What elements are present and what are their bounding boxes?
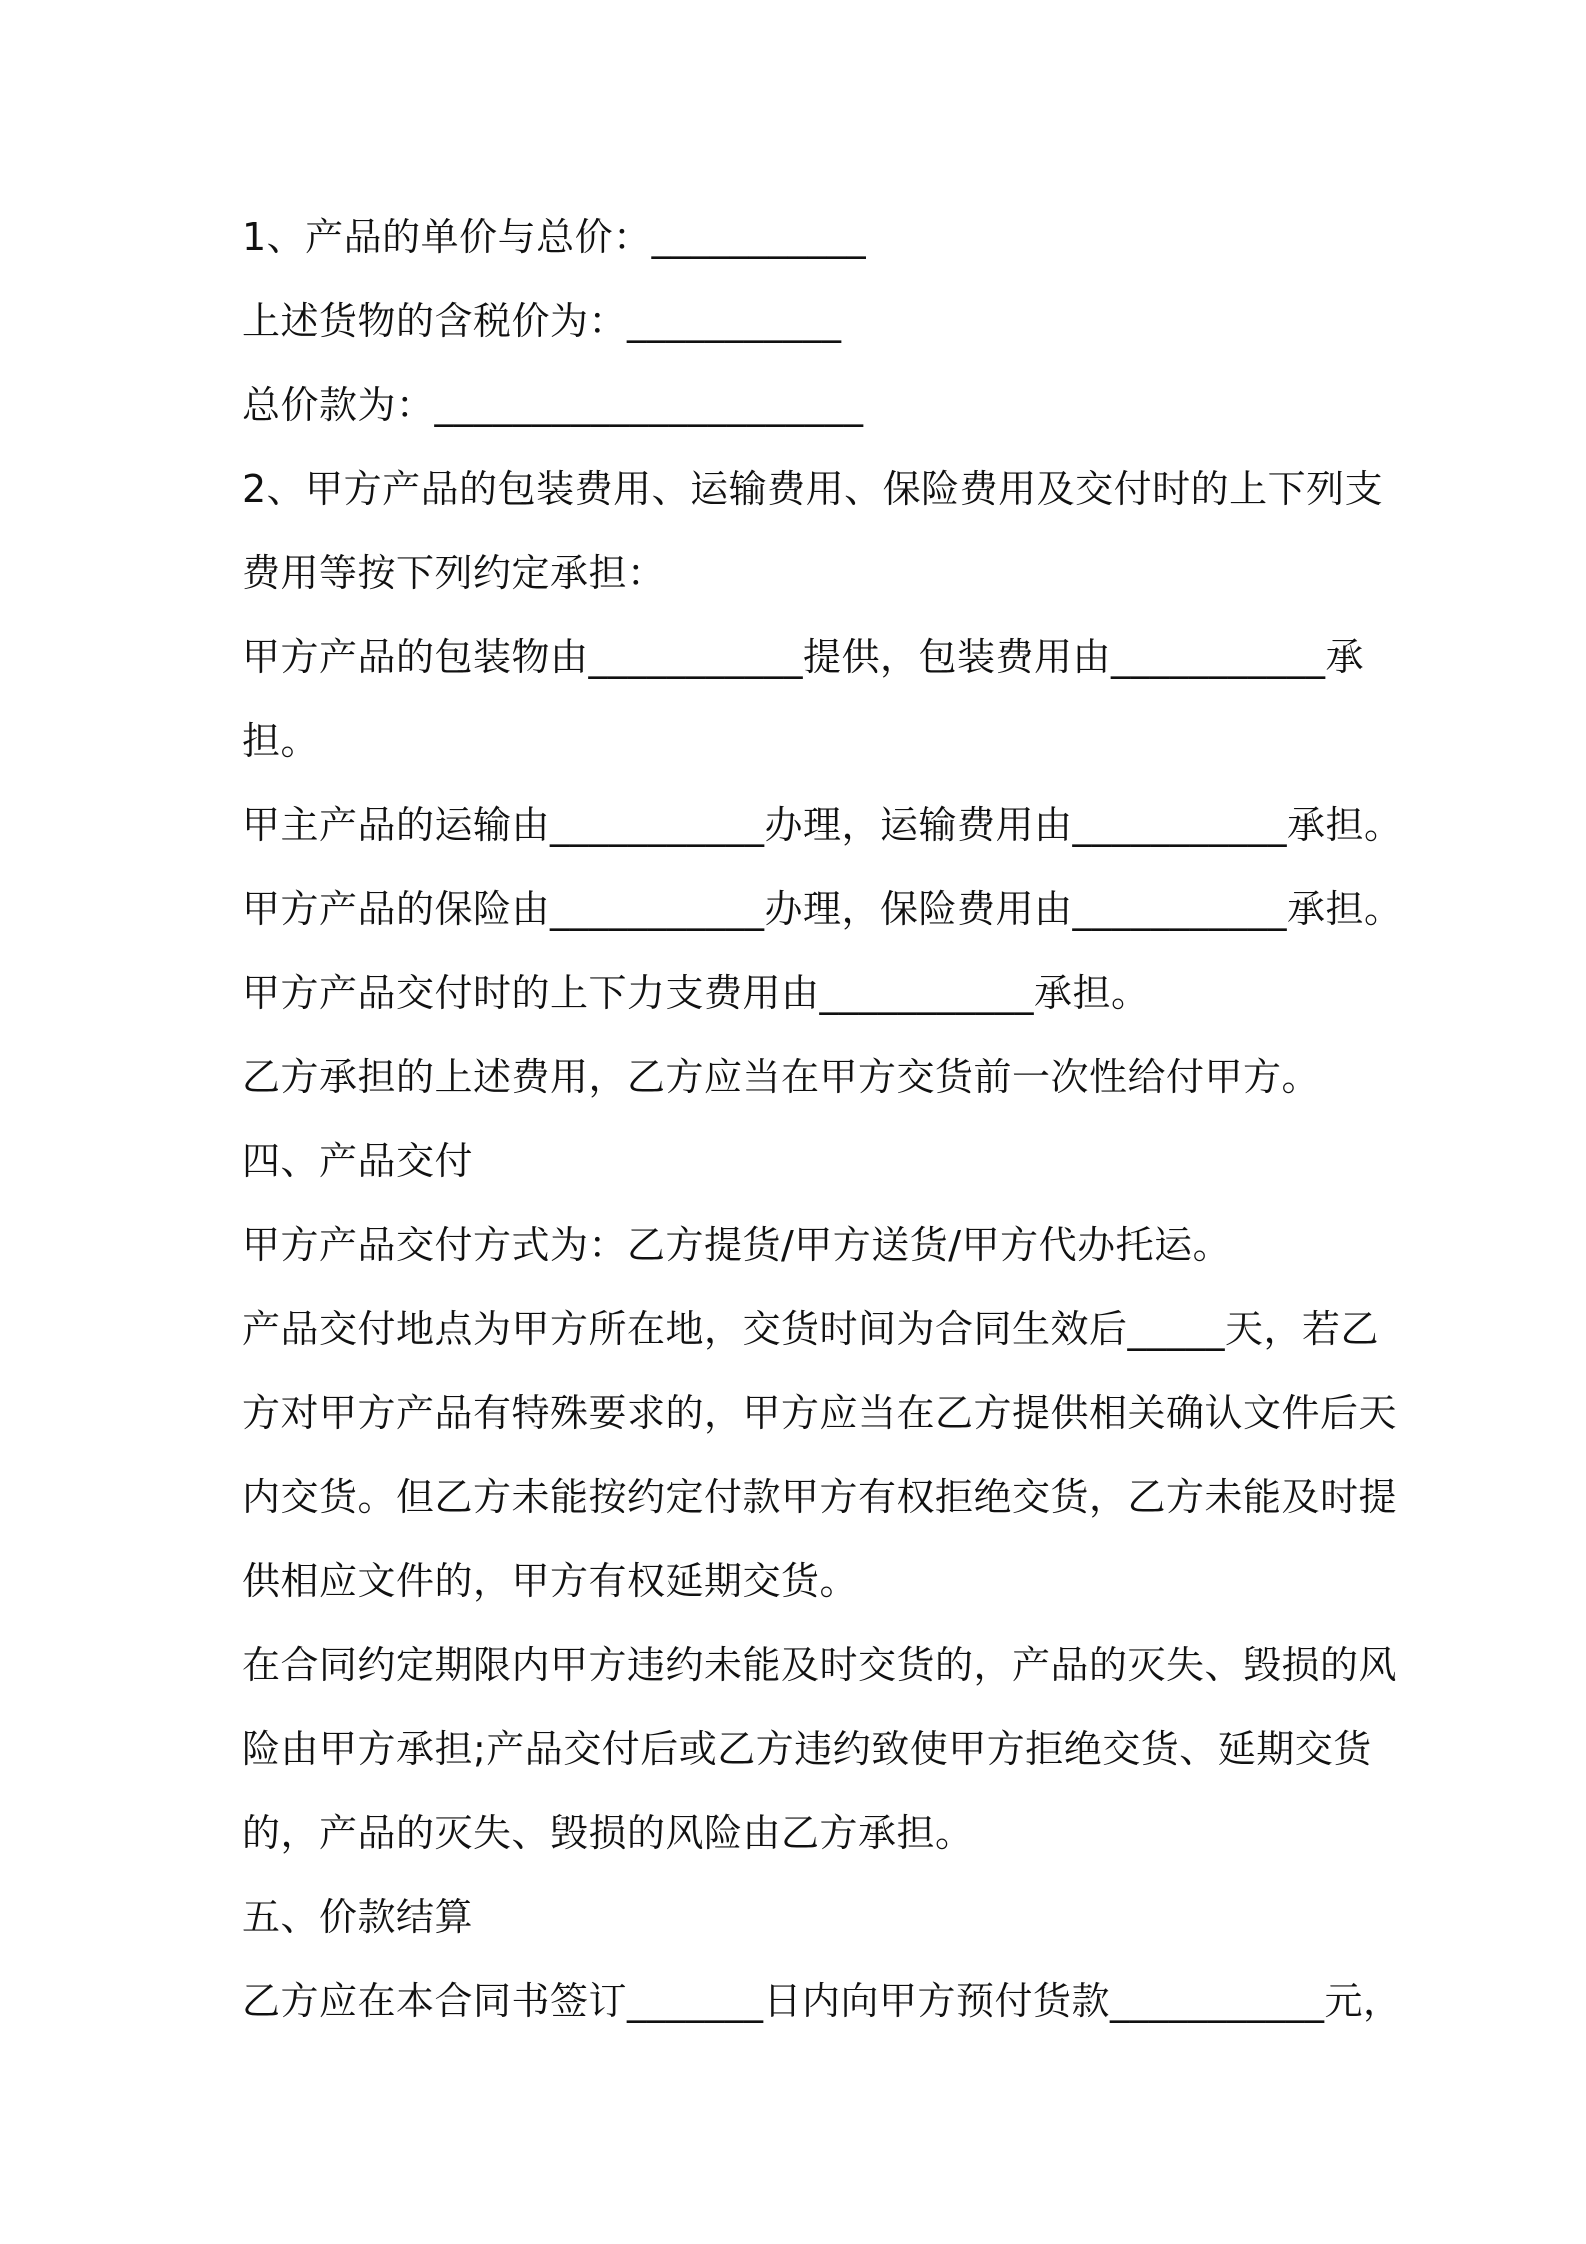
total-price-line: 总价款为：______________________ [242,383,864,427]
document-body [242,195,1403,2043]
delivery-location-line: 产品交付地点为甲方所在地，交货时间为合同生效后_____天，若乙 [242,1307,1380,1351]
delivery-method-line: 甲方产品交付方式为：乙方提货/甲方送货/甲方代办托运。 [242,1223,1232,1267]
packaging-line-cont: 担。 [242,719,320,763]
section-four-heading: 四、产品交付 [242,1139,474,1183]
insurance-line: 甲方产品的保险由___________办理，保险费用由___________承担。 [242,887,1403,931]
delivery-location-line-4: 供相应文件的，甲方有权延期交货。 [242,1559,859,1603]
clause-costs-heading: 2、甲方产品的包装费用、运输费用、保险费用及交付时的上下列支 [242,467,1384,511]
prepayment-line: 乙方应在本合同书签订_______日内向甲方预付货款___________元， [242,1979,1402,2023]
section-five-heading: 五、价款结算 [242,1895,474,1939]
risk-line-3: 的，产品的灭失、毁损的风险由乙方承担。 [242,1811,974,1855]
clause-price-heading: 1、产品的单价与总价：___________ [242,215,867,259]
risk-line-2: 险由甲方承担;产品交付后或乙方违约致使甲方拒绝交货、延期交货 [242,1727,1372,1771]
delivery-location-line-3: 内交货。但乙方未能按约定付款甲方有权拒绝交货，乙方未能及时提 [242,1475,1398,1519]
delivery-costs-line: 甲方产品交付时的上下力支费用由___________承担。 [242,971,1150,1015]
transport-line: 甲主产品的运输由___________办理，运输费用由___________承担。 [242,803,1403,847]
clause-costs-heading-cont: 费用等按下列约定承担： [242,551,666,595]
party-b-payment-line: 乙方承担的上述费用，乙方应当在甲方交货前一次性给付甲方。 [242,1055,1321,1099]
packaging-line: 甲方产品的包装物由___________提供，包装费用由___________承 [242,635,1365,679]
delivery-location-line-2: 方对甲方产品有特殊要求的，甲方应当在乙方提供相关确认文件后天 [242,1391,1398,1435]
risk-line: 在合同约定期限内甲方违约未能及时交货的，产品的灭失、毁损的风 [242,1643,1398,1687]
tax-inclusive-price-line: 上述货物的含税价为：___________ [242,299,842,343]
